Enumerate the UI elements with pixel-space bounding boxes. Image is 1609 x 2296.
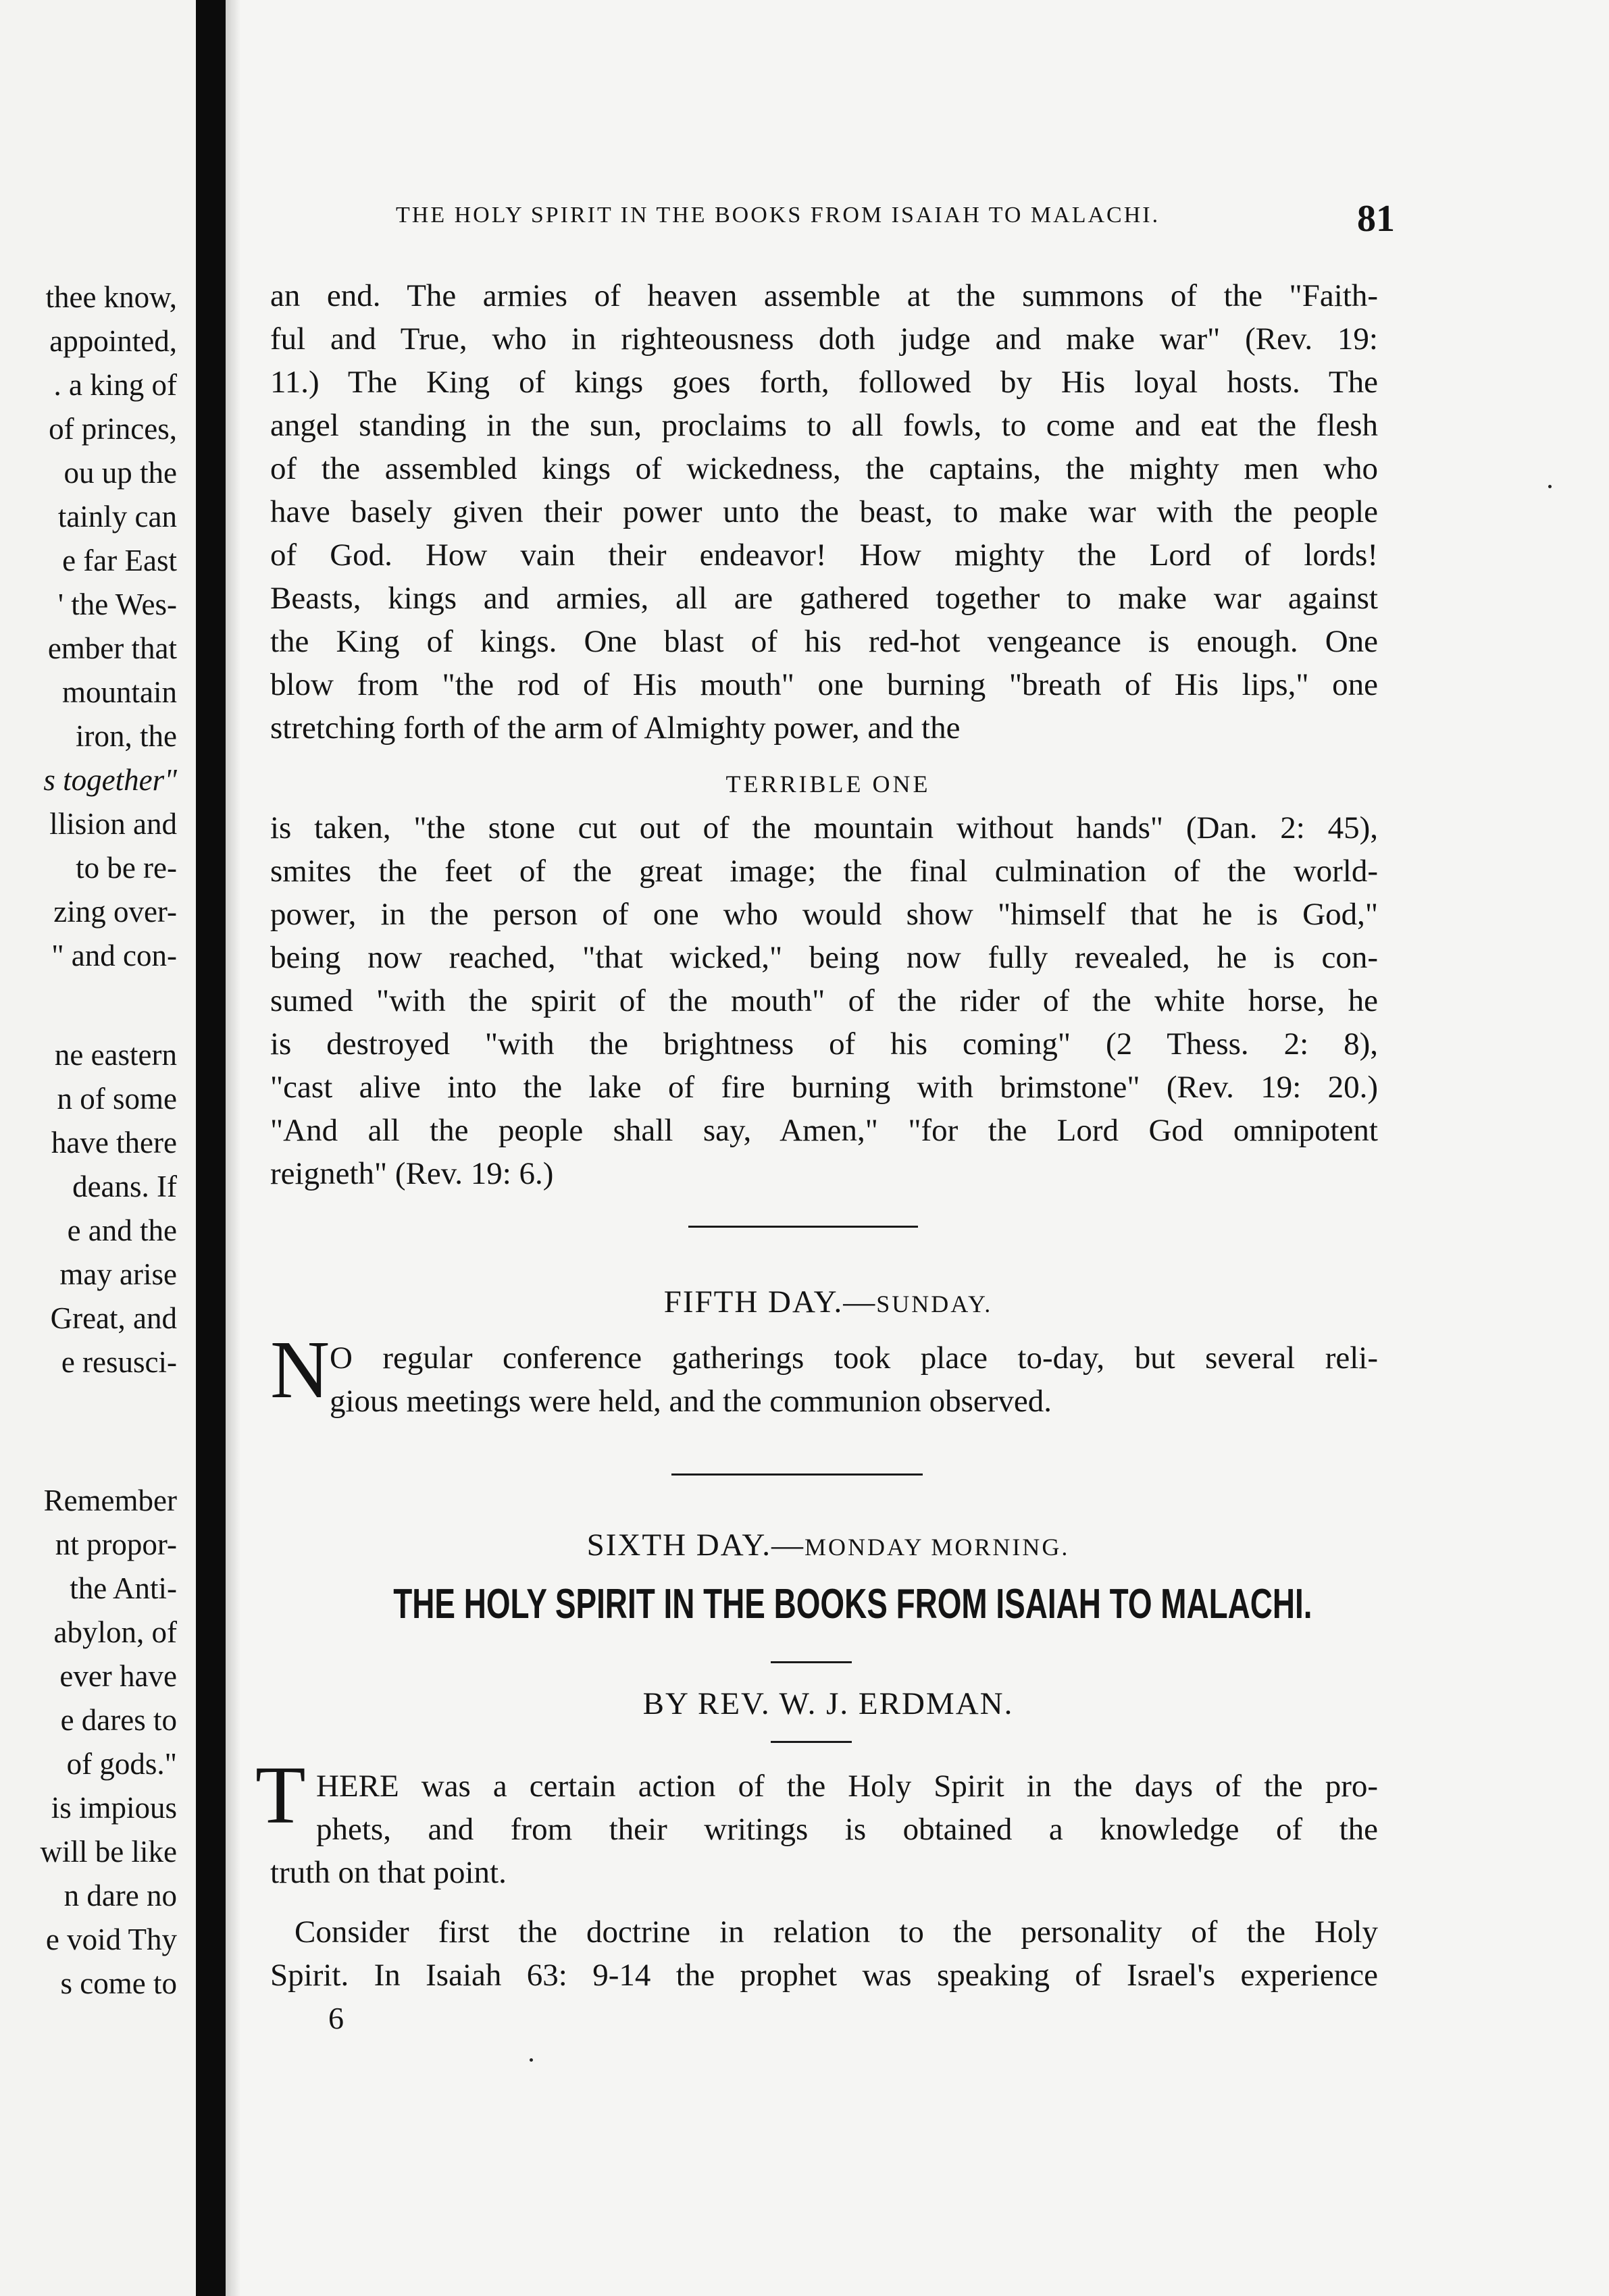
fifth-day-heading (240, 1286, 1416, 1318)
section-divider-rule (688, 1226, 918, 1228)
facing-page-line: mountain (62, 675, 177, 709)
book-binding-gutter (196, 0, 226, 2296)
facing-page-line: tainly can (57, 500, 177, 533)
facing-page-line: of gods." (66, 1747, 177, 1781)
facing-page-line: ou up the (63, 456, 177, 490)
facing-page-line: thee know, (45, 280, 177, 314)
text-line: Beasts, kings and armies, all are gathered together to make war against (270, 581, 1378, 616)
facing-page-line: nt propor- (55, 1528, 177, 1561)
facing-page-line: n of some (57, 1082, 177, 1116)
text-line: have basely given their power unto the beast, to make war with the people (270, 494, 1378, 529)
text-line: power, in the person of one who would show "himself that he is God," (270, 897, 1378, 932)
facing-page-line: s together" (43, 763, 177, 797)
facing-page-line: the Anti- (70, 1571, 177, 1605)
facing-page-line: to be re- (76, 851, 177, 885)
facing-page-line: e dares to (60, 1703, 177, 1737)
facing-page-line: ' the Wes- (57, 588, 177, 621)
facing-page-line: Great, and (50, 1301, 177, 1335)
print-speck (1548, 485, 1552, 488)
facing-page-line: appointed, (49, 324, 177, 358)
facing-page-line: of princes, (49, 412, 177, 446)
facing-page-line: ember that (47, 631, 177, 665)
text-line: blow from "the rod of His mouth" one burning "breath of His lips," one (270, 667, 1378, 702)
text-line: "And all the people shall say, Amen," "for the Lord God omnipotent (270, 1113, 1378, 1148)
text-line: Consider first the doctrine in relation to the personality of the Holy (295, 1914, 1378, 1950)
facing-page-line: have there (51, 1126, 177, 1159)
heading-smallcaps: SUNDAY. (876, 1290, 993, 1317)
text-line: angel standing in the sun, proclaims to all fowls, to come and eat the flesh (270, 408, 1378, 443)
text-line: ful and True, who in righteousness doth judge and make war" (Rev. 19: (270, 321, 1378, 357)
text-line: reigneth" (Rev. 19: 6.) (270, 1156, 554, 1191)
title-rule (771, 1661, 852, 1663)
heading-main: SIXTH DAY.— (586, 1528, 804, 1563)
facing-page-line: will be like (40, 1835, 177, 1869)
running-head: THE HOLY SPIRIT IN THE BOOKS FROM ISAIAH TO MALACHI. (396, 203, 1160, 228)
subhead-terrible-one: TERRIBLE ONE (725, 771, 931, 798)
facing-page-line: n dare no (63, 1879, 177, 1912)
facing-page-line: is impious (51, 1791, 177, 1825)
print-speck (530, 2058, 533, 2062)
page-81 (240, 0, 1609, 2296)
facing-page-line: . a king of (53, 368, 177, 402)
facing-page-line: " and con- (51, 939, 177, 972)
text-line: stretching forth of the arm of Almighty power, and the (270, 710, 961, 746)
text-line: an end. The armies of heaven assemble at the summons of the "Faith- (270, 278, 1378, 313)
text-line: phets, and from their writings is obtained a knowledge of the (316, 1812, 1378, 1847)
facing-page-line: e resusci- (61, 1345, 177, 1379)
byline-rule (771, 1741, 852, 1743)
text-line: HERE was a certain action of the Holy Spirit in the days of the pro- (316, 1769, 1378, 1804)
facing-page-line: zing over- (53, 895, 177, 929)
text-line: of the assembled kings of wickedness, the captains, the mighty men who (270, 451, 1378, 486)
section-divider-rule (671, 1473, 923, 1476)
facing-page-line: may arise (59, 1257, 177, 1291)
heading-smallcaps: MONDAY MORNING. (804, 1534, 1070, 1561)
facing-page-line: ne eastern (54, 1038, 177, 1072)
sixth-day-heading (240, 1530, 1416, 1561)
facing-page-line: iron, the (76, 719, 177, 753)
page-number: 81 (1357, 198, 1395, 240)
text-line: "cast alive into the lake of fire burning with brimstone" (Rev. 19: 20.) (270, 1070, 1378, 1105)
byline: BY REV. W. J. ERDMAN. (642, 1686, 1014, 1721)
facing-page-fragment (0, 0, 196, 2296)
facing-page-line: e void Thy (45, 1923, 177, 1956)
facing-page-line: s come to (60, 1966, 177, 2000)
text-line: of God. How vain their endeavor! How mighty the Lord of lords! (270, 538, 1378, 573)
article-title: THE HOLY SPIRIT IN THE BOOKS FROM ISAIAH TO MALACHI. (393, 1581, 1312, 1627)
signature-mark: 6 (328, 2001, 344, 2035)
dropcap-n: N (270, 1324, 330, 1415)
facing-page-line: e far East (62, 544, 177, 577)
text-line: is taken, "the stone cut out of the mountain without hands" (Dan. 2: 45), (270, 810, 1378, 845)
facing-page-line: ever have (59, 1659, 177, 1693)
text-line: is destroyed "with the brightness of his coming" (2 Thess. 2: 8), (270, 1026, 1378, 1062)
text-line: truth on that point. (270, 1855, 507, 1890)
binding-shadow (226, 0, 240, 2296)
text-line: the King of kings. One blast of his red-hot vengeance is enough. One (270, 624, 1378, 659)
text-line: sumed "with the spirit of the mouth" of the rider of the white horse, he (270, 983, 1378, 1018)
text-line: being now reached, "that wicked," being now fully revealed, he is con- (270, 940, 1378, 975)
text-line: 11.) The King of kings goes forth, followed by His loyal hosts. The (270, 365, 1378, 400)
facing-page-line: llision and (49, 807, 177, 841)
dropcap-t: T (255, 1750, 306, 1841)
text-line: gious meetings were held, and the communion observed. (330, 1384, 1052, 1419)
heading-main: FIFTH DAY.— (663, 1284, 877, 1320)
facing-page-line: abylon, of (53, 1615, 177, 1649)
text-line: Spirit. In Isaiah 63: 9-14 the prophet was speaking of Israel's experience (270, 1958, 1378, 1993)
facing-page-line: deans. If (72, 1170, 177, 1203)
facing-page-line: e and the (67, 1214, 177, 1247)
facing-page-line: Remember (43, 1484, 177, 1517)
text-line: smites the feet of the great image; the final culmination of the world- (270, 854, 1378, 889)
text-line: O regular conference gatherings took place to-day, but several reli- (330, 1340, 1378, 1376)
